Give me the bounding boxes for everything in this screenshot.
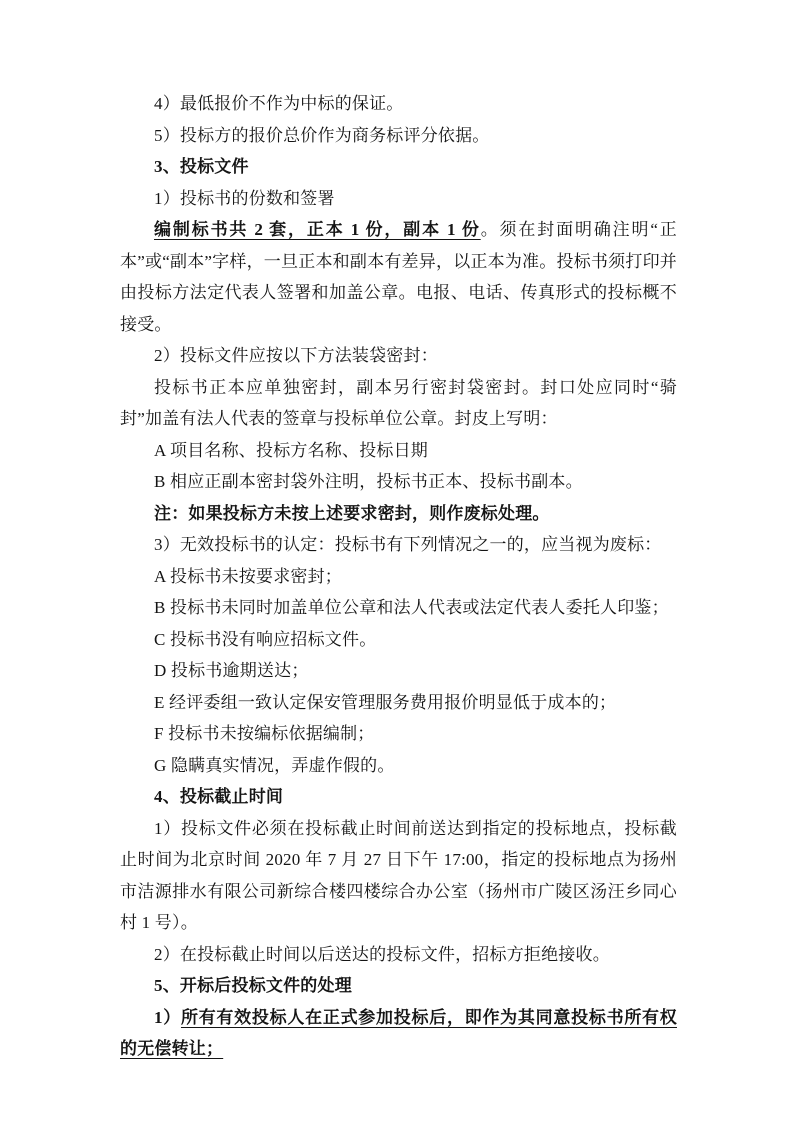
paragraph xyxy=(120,120,677,152)
paragraph xyxy=(120,435,677,467)
text-run: 所有有效投标人在正式参加投标后，即作为其同意投标书所有权的无偿转让； xyxy=(120,1007,677,1058)
text-run: 3、投标文件 xyxy=(154,157,249,176)
text-run: 1） xyxy=(154,1007,181,1027)
text-run: 4）最低报价不作为中标的保证。 xyxy=(154,94,404,113)
text-run: 3）无效投标书的认定：投标书有下列情况之一的，应当视为废标： xyxy=(154,535,662,554)
paragraph xyxy=(120,561,677,593)
text-run: D 投标书逾期送达； xyxy=(154,661,309,680)
text-run: 2）在投标截止时间以后送达的投标文件，招标方拒绝接收。 xyxy=(154,944,610,964)
paragraph xyxy=(120,151,677,183)
text-run: 注：如果投标方未按上述要求密封，则作废标处理。 xyxy=(154,503,550,523)
paragraph xyxy=(120,372,677,435)
paragraph xyxy=(120,183,677,215)
text-run: A 项目名称、投标方名称、投标日期 xyxy=(154,440,428,460)
text-run: 4、投标截止时间 xyxy=(154,787,284,806)
paragraph xyxy=(120,624,677,656)
text-run: 投标书正本应单独密封，副本另行密封袋密封。封口处应同时“骑封”加盖有法人代表的签章与投标单位公章。封皮上写明： xyxy=(120,377,677,428)
text-run: C 投标书没有响应招标文件。 xyxy=(154,629,377,649)
text-run: E 经评委组一致认定保安管理服务费用报价明显低于成本的； xyxy=(154,692,617,712)
text-run: G 隐瞒真实情况，弄虚作假的。 xyxy=(154,755,395,775)
text-run: 5、开标后投标文件的处理 xyxy=(154,976,352,995)
text-run: 1）投标文件必须在投标截止时间前送达到指定的投标地点，投标截止时间为北京时间 2020 年 7 月 27 日下午 17:00，指定的投标地点为扬州市洁源排水有限公司新综合楼四楼综合办公室（扬州市广陵区汤汪乡同心村 1 号）。 xyxy=(120,818,677,932)
paragraph xyxy=(120,529,677,561)
text-run: 2）投标文件应按以下方法装袋密封： xyxy=(154,346,438,365)
paragraph xyxy=(120,214,677,340)
paragraph xyxy=(120,1002,677,1065)
paragraph xyxy=(120,970,677,1002)
text-run: 5）投标方的报价总价作为商务标评分依据。 xyxy=(154,125,490,145)
text-run: B 相应正副本密封袋外注明，投标书正本、投标书副本。 xyxy=(154,472,583,491)
text-run: 1）投标书的份数和签署 xyxy=(154,188,335,208)
paragraph xyxy=(120,939,677,971)
text-run: A 投标书未按要求密封； xyxy=(154,566,342,586)
paragraph xyxy=(120,466,677,498)
paragraph xyxy=(120,655,677,687)
paragraph xyxy=(120,687,677,719)
paragraph xyxy=(120,498,677,530)
paragraph xyxy=(120,781,677,813)
paragraph xyxy=(120,813,677,939)
paragraph xyxy=(120,592,677,624)
paragraph xyxy=(120,718,677,750)
paragraph xyxy=(120,340,677,372)
text-run: F 投标书未按编标依据编制； xyxy=(154,724,375,743)
text-run: 编制标书共 2 套，正本 1 份，副本 1 份 xyxy=(154,220,481,239)
document-body xyxy=(120,88,677,1065)
text-run: 。须在封面明确注明“正本”或“副本”字样，一旦正本和副本有差异，以正本为准。投标书须打印并由投标方法定代表人签署和加盖公章。电报、电话、传真形式的投标概不接受。 xyxy=(120,220,677,334)
paragraph xyxy=(120,88,677,120)
paragraph xyxy=(120,750,677,782)
text-run: B 投标书未同时加盖单位公章和法人代表或法定代表人委托人印鉴； xyxy=(154,598,669,617)
